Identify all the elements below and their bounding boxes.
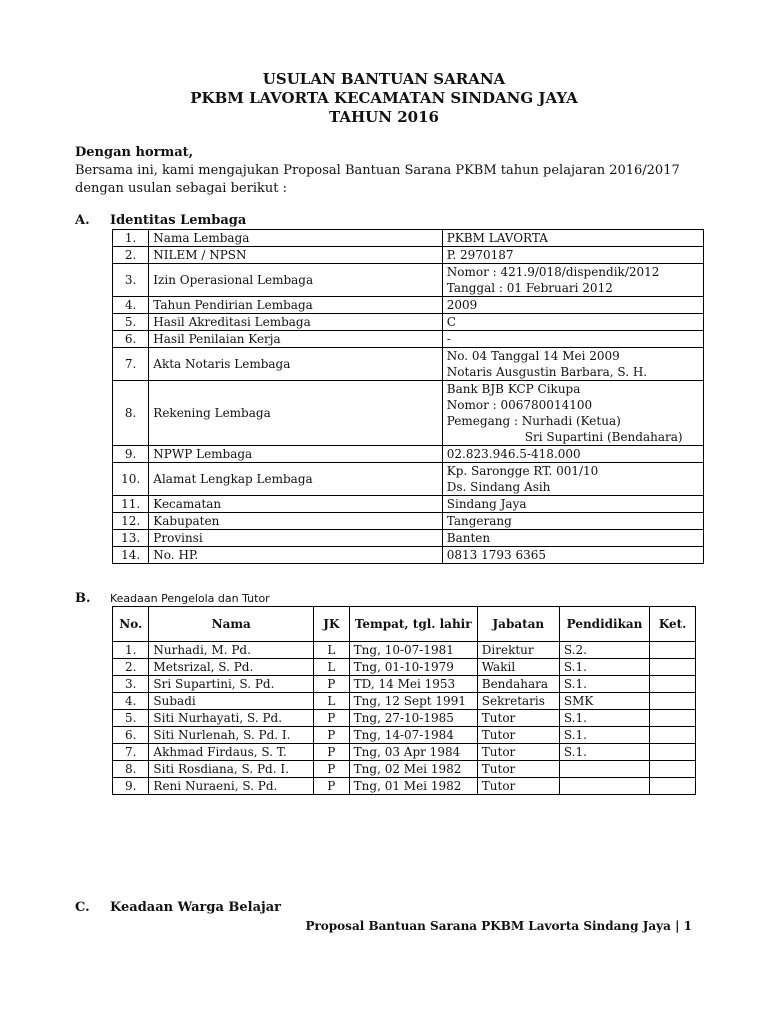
staff-no: 2. xyxy=(113,659,149,676)
staff-row xyxy=(113,727,696,744)
identity-value xyxy=(442,463,703,496)
staff-row xyxy=(113,761,696,778)
col-header-ket: Ket. xyxy=(650,607,696,642)
identity-no: 11. xyxy=(113,496,149,513)
staff-no: 5. xyxy=(113,710,149,727)
identity-row xyxy=(113,530,704,547)
staff-row xyxy=(113,693,696,710)
identity-value-line: Sindang Jaya xyxy=(446,497,527,511)
staff-nama: Subadi xyxy=(149,693,314,710)
staff-ket xyxy=(650,710,696,727)
staff-jabatan: Wakil xyxy=(477,659,559,676)
greeting: Dengan hormat, xyxy=(75,145,194,160)
col-header-jabatan: Jabatan xyxy=(477,607,559,642)
staff-ket xyxy=(650,761,696,778)
identity-value-line-text: Sri Supartini (Bendahara) xyxy=(524,430,683,444)
staff-no: 9. xyxy=(113,778,149,795)
identity-label: Rekening Lembaga xyxy=(149,381,442,446)
identity-no: 1. xyxy=(113,230,149,247)
identity-value-line: Banten xyxy=(446,531,491,545)
identity-row xyxy=(113,513,704,530)
identity-value-line: Bank BJB KCP Cikupa xyxy=(446,382,581,396)
identity-row xyxy=(113,547,704,564)
staff-row xyxy=(113,778,696,795)
identity-value-line: No. 04 Tanggal 14 Mei 2009 xyxy=(446,349,620,363)
staff-table xyxy=(112,606,696,795)
staff-jabatan: Tutor xyxy=(477,778,559,795)
identity-value xyxy=(442,547,703,564)
identity-row xyxy=(113,297,704,314)
staff-jabatan: Tutor xyxy=(477,744,559,761)
staff-ttl: Tng, 01 Mei 1982 xyxy=(349,778,477,795)
identity-label: Akta Notaris Lembaga xyxy=(149,348,442,381)
identity-label: Alamat Lengkap Lembaga xyxy=(149,463,442,496)
identity-value-line: C xyxy=(446,315,456,329)
staff-nama: Siti Rosdiana, S. Pd. I. xyxy=(149,761,314,778)
staff-no: 7. xyxy=(113,744,149,761)
identity-label: Tahun Pendirian Lembaga xyxy=(149,297,442,314)
col-header-ttl: Tempat, tgl. lahir xyxy=(349,607,477,642)
staff-jabatan: Direktur xyxy=(477,642,559,659)
identity-value-line xyxy=(447,429,699,445)
identity-label: Izin Operasional Lembaga xyxy=(149,264,442,297)
staff-ttl: Tng, 02 Mei 1982 xyxy=(349,761,477,778)
identity-no: 13. xyxy=(113,530,149,547)
staff-ttl: Tng, 12 Sept 1991 xyxy=(349,693,477,710)
identity-no: 5. xyxy=(113,314,149,331)
identity-value xyxy=(442,381,703,446)
staff-no: 8. xyxy=(113,761,149,778)
doc-title-line3: TAHUN 2016 xyxy=(329,108,439,126)
staff-jabatan: Tutor xyxy=(477,761,559,778)
section-b-title: Keadaan Pengelola dan Tutor xyxy=(110,592,270,605)
staff-no: 1. xyxy=(113,642,149,659)
staff-ket xyxy=(650,659,696,676)
staff-jk: P xyxy=(314,727,350,744)
identity-no: 7. xyxy=(113,348,149,381)
identity-value-line: PKBM LAVORTA xyxy=(446,231,548,245)
identity-value-line: Ds. Sindang Asih xyxy=(446,480,551,494)
staff-row xyxy=(113,659,696,676)
identity-value-line: Nomor : 006780014100 xyxy=(446,398,593,412)
section-a-title: Identitas Lembaga xyxy=(110,213,247,228)
staff-ket xyxy=(650,778,696,795)
identity-value-line: Notaris Ausgustin Barbara, S. H. xyxy=(446,365,648,379)
section-b-letter: B. xyxy=(75,591,91,606)
doc-title-line2: PKBM LAVORTA KECAMATAN SINDANG JAYA xyxy=(190,89,578,107)
identity-value xyxy=(442,446,703,463)
staff-table-header xyxy=(113,607,696,642)
staff-row xyxy=(113,710,696,727)
staff-jabatan: Sekretaris xyxy=(477,693,559,710)
staff-jk: L xyxy=(314,642,350,659)
staff-pendidikan xyxy=(559,761,649,778)
identity-row xyxy=(113,348,704,381)
staff-row xyxy=(113,744,696,761)
staff-no: 3. xyxy=(113,676,149,693)
staff-ttl: Tng, 10-07-1981 xyxy=(349,642,477,659)
identity-value xyxy=(442,247,703,264)
identity-no: 2. xyxy=(113,247,149,264)
staff-pendidikan: S.1. xyxy=(559,710,649,727)
staff-jk: P xyxy=(314,710,350,727)
identity-label: Hasil Penilaian Kerja xyxy=(149,331,442,348)
identity-row xyxy=(113,264,704,297)
identity-value-line: 2009 xyxy=(446,298,478,312)
staff-nama: Akhmad Firdaus, S. T. xyxy=(149,744,314,761)
staff-nama: Nurhadi, M. Pd. xyxy=(149,642,314,659)
identity-row xyxy=(113,230,704,247)
col-header-no: No. xyxy=(113,607,149,642)
identity-value xyxy=(442,230,703,247)
staff-ttl: Tng, 14-07-1984 xyxy=(349,727,477,744)
col-header-jk: JK xyxy=(314,607,350,642)
section-c-title: Keadaan Warga Belajar xyxy=(110,900,281,915)
col-header-nama: Nama xyxy=(149,607,314,642)
staff-ttl: Tng, 27-10-1985 xyxy=(349,710,477,727)
identity-value-line: 02.823.946.5-418.000 xyxy=(446,447,581,461)
staff-ttl: TD, 14 Mei 1953 xyxy=(349,676,477,693)
staff-row xyxy=(113,676,696,693)
staff-jabatan: Bendahara xyxy=(477,676,559,693)
staff-ket xyxy=(650,727,696,744)
identity-row xyxy=(113,463,704,496)
doc-title-line1: USULAN BANTUAN SARANA xyxy=(262,70,506,88)
staff-jabatan: Tutor xyxy=(477,727,559,744)
staff-ttl: Tng, 03 Apr 1984 xyxy=(349,744,477,761)
staff-pendidikan: S.1. xyxy=(559,676,649,693)
staff-ket xyxy=(650,693,696,710)
identity-value xyxy=(442,496,703,513)
staff-nama: Sri Supartini, S. Pd. xyxy=(149,676,314,693)
identity-value-line: Tanggal : 01 Februari 2012 xyxy=(446,281,613,295)
identity-value-line: Nomor : 421.9/018/dispendik/2012 xyxy=(446,265,660,279)
staff-ttl: Tng, 01-10-1979 xyxy=(349,659,477,676)
staff-ket xyxy=(650,642,696,659)
identity-no: 4. xyxy=(113,297,149,314)
identity-value-line: P. 2970187 xyxy=(446,248,514,262)
staff-no: 6. xyxy=(113,727,149,744)
identity-value xyxy=(442,530,703,547)
staff-pendidikan: S.1. xyxy=(559,727,649,744)
staff-ket xyxy=(650,676,696,693)
identity-value xyxy=(442,513,703,530)
identity-value-line: Tangerang xyxy=(446,514,512,528)
intro-paragraph: Bersama ini, kami mengajukan Proposal Bantuan Sarana PKBM tahun pelajaran 2016/2017 dengan usulan sebagai berikut : xyxy=(75,163,680,196)
identity-no: 3. xyxy=(113,264,149,297)
identity-no: 10. xyxy=(113,463,149,496)
identity-label: Nama Lembaga xyxy=(149,230,442,247)
staff-nama: Metsrizal, S. Pd. xyxy=(149,659,314,676)
identity-no: 6. xyxy=(113,331,149,348)
identity-value xyxy=(442,297,703,314)
identity-no: 14. xyxy=(113,547,149,564)
staff-jk: L xyxy=(314,659,350,676)
staff-jabatan: Tutor xyxy=(477,710,559,727)
identity-value xyxy=(442,264,703,297)
identity-label: Provinsi xyxy=(149,530,442,547)
identity-row xyxy=(113,496,704,513)
identity-value xyxy=(442,314,703,331)
staff-jk: P xyxy=(314,761,350,778)
identity-no: 12. xyxy=(113,513,149,530)
identity-label: Kabupaten xyxy=(149,513,442,530)
identity-table xyxy=(112,229,704,564)
identity-value-line: - xyxy=(446,332,451,346)
identity-no: 8. xyxy=(113,381,149,446)
identity-no: 9. xyxy=(113,446,149,463)
staff-nama: Siti Nurlenah, S. Pd. I. xyxy=(149,727,314,744)
staff-pendidikan: SMK xyxy=(559,693,649,710)
page-footer: Proposal Bantuan Sarana PKBM Lavorta Sindang Jaya | 1 xyxy=(305,919,692,933)
staff-pendidikan: S.2. xyxy=(559,642,649,659)
identity-value-line: Pemegang : Nurhadi (Ketua) xyxy=(446,414,621,428)
identity-label: NPWP Lembaga xyxy=(149,446,442,463)
identity-value xyxy=(442,348,703,381)
identity-label: Kecamatan xyxy=(149,496,442,513)
identity-value-line: 0813 1793 6365 xyxy=(446,548,547,562)
staff-jk: P xyxy=(314,676,350,693)
col-header-pendidikan: Pendidikan xyxy=(559,607,649,642)
section-a-letter: A. xyxy=(75,213,90,228)
identity-label: Hasil Akreditasi Lembaga xyxy=(149,314,442,331)
identity-value-line: Kp. Sarongge RT. 001/10 xyxy=(446,464,599,478)
identity-row xyxy=(113,446,704,463)
staff-ket xyxy=(650,744,696,761)
staff-nama: Reni Nuraeni, S. Pd. xyxy=(149,778,314,795)
identity-row xyxy=(113,314,704,331)
identity-label: NILEM / NPSN xyxy=(149,247,442,264)
staff-no: 4. xyxy=(113,693,149,710)
identity-row xyxy=(113,247,704,264)
section-c-letter: C. xyxy=(75,900,90,915)
identity-row xyxy=(113,331,704,348)
identity-label: No. HP. xyxy=(149,547,442,564)
staff-pendidikan: S.1. xyxy=(559,659,649,676)
staff-pendidikan: S.1. xyxy=(559,744,649,761)
identity-value xyxy=(442,331,703,348)
staff-nama: Siti Nurhayati, S. Pd. xyxy=(149,710,314,727)
identity-row xyxy=(113,381,704,446)
staff-jk: L xyxy=(314,693,350,710)
staff-jk: P xyxy=(314,744,350,761)
staff-row xyxy=(113,642,696,659)
staff-pendidikan xyxy=(559,778,649,795)
staff-jk: P xyxy=(314,778,350,795)
